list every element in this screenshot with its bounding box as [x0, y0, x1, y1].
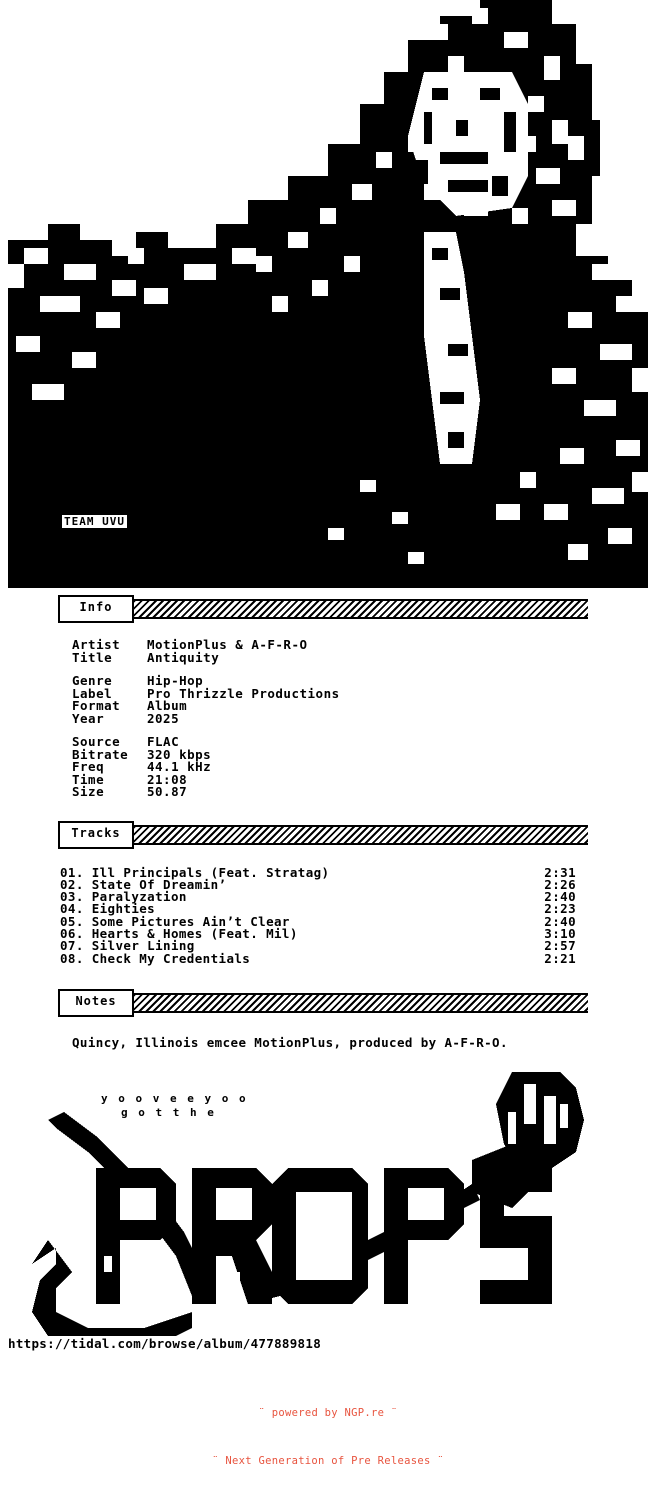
info-key: Genre: [72, 673, 113, 688]
track-title: 03. Paralyzation: [60, 889, 187, 905]
track-duration: 3:10: [544, 925, 576, 941]
track-row: [60, 950, 576, 966]
info-value: 2025: [147, 710, 180, 726]
footer-line-tagline: ¨ Next Generation of Pre Releases ¨: [212, 1454, 444, 1467]
track-duration: 2:31: [544, 864, 576, 880]
info-key: Source: [72, 734, 121, 749]
section-bar-tracks: [133, 825, 588, 845]
info-block: [0, 639, 656, 799]
cover-art-image: [8, 0, 648, 588]
info-key: Year: [72, 710, 105, 726]
info-row: [72, 649, 656, 665]
info-value: MotionPlus & A-F-R-O: [147, 637, 308, 652]
info-value: Album: [147, 698, 188, 713]
team-tag: TEAM UVU: [60, 513, 129, 530]
track-duration: 2:57: [544, 938, 576, 954]
track-duration: 2:40: [544, 913, 576, 929]
footer: [0, 1373, 656, 1485]
info-value: Hip-Hop: [147, 673, 204, 688]
info-value: Antiquity: [147, 649, 220, 665]
track-title: 02. State Of Dreamin’: [60, 876, 227, 892]
footer-line-powered: ¨ powered by NGP.re ¨: [258, 1406, 398, 1419]
info-row: [72, 786, 656, 799]
info-key: Title: [72, 649, 113, 665]
track-duration: 2:40: [544, 889, 576, 905]
info-value: Pro Thrizzle Productions: [147, 685, 340, 701]
info-key: Freq: [72, 759, 105, 774]
info-value: 44.1 kHz: [147, 759, 212, 774]
info-value: FLAC: [147, 734, 180, 749]
info-key: Artist: [72, 637, 121, 652]
track-duration: 2:21: [544, 950, 576, 966]
info-value: 320 kbps: [147, 746, 212, 762]
section-label-info: Info: [58, 595, 134, 623]
tracks-list: [0, 864, 656, 966]
section-bar-info: [133, 599, 588, 619]
info-key: Size: [72, 784, 105, 799]
track-title: 05. Some Pictures Ain’t Clear: [60, 913, 290, 929]
track-title: 01. Ill Principals (Feat. Stratag): [60, 864, 330, 880]
album-url[interactable]: https://tidal.com/browse/album/477889818: [8, 1335, 322, 1351]
track-title: 08. Check My Credentials: [60, 950, 251, 966]
section-bar-notes: [133, 993, 588, 1013]
props-ascii-art: [0, 1056, 656, 1336]
cover-art-panel: [0, 0, 656, 595]
section-header-info: [0, 595, 656, 625]
info-row: [72, 710, 656, 726]
section-header-tracks: [0, 821, 656, 851]
track-duration: 2:26: [544, 876, 576, 892]
info-key: Format: [72, 698, 121, 713]
notes-text: Quincy, Illinois emcee MotionPlus, produced by A-F-R-O.: [72, 1034, 508, 1050]
track-title: 06. Hearts & Homes (Feat. Mil): [60, 925, 298, 941]
info-value: 50.87: [147, 784, 188, 799]
info-key: Bitrate: [72, 746, 129, 762]
track-title: 04. Eighties: [60, 901, 156, 917]
section-label-tracks: Tracks: [58, 821, 134, 849]
info-key: Time: [72, 771, 105, 787]
section-label-notes: Notes: [58, 989, 134, 1017]
props-tagline-line2: g o t t h e: [121, 1105, 216, 1119]
info-value: 21:08: [147, 771, 188, 787]
track-title: 07. Silver Lining: [60, 938, 195, 954]
props-tagline-line1: y o o v e e y o o: [101, 1091, 248, 1105]
track-duration: 2:23: [544, 901, 576, 917]
section-header-notes: [0, 989, 656, 1019]
info-key: Label: [72, 685, 113, 701]
